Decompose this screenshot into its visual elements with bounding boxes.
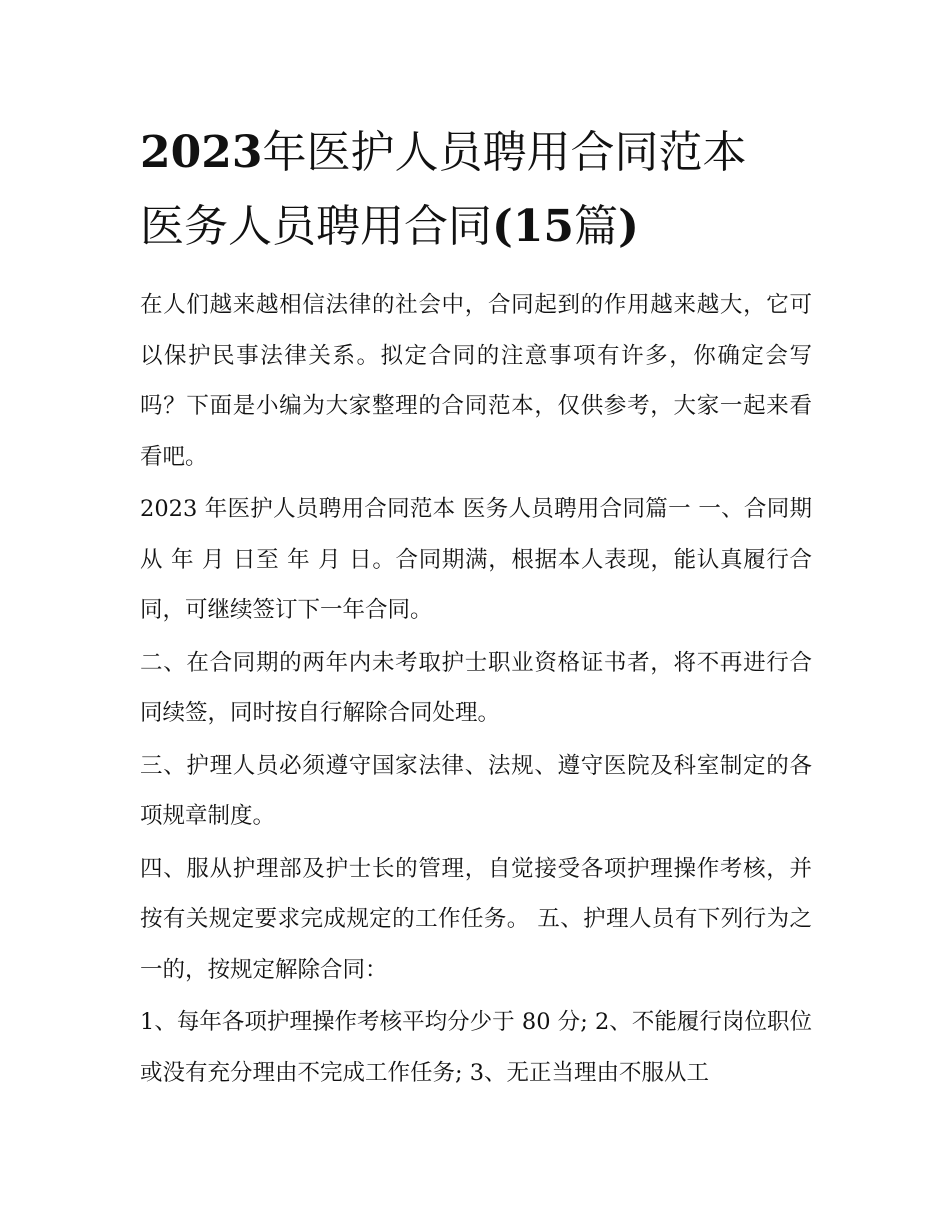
clause-1-paragraph: 2023 年医护人员聘用合同范本 医务人员聘用合同篇一 一、合同期从 年 月 日至 年 月 日。合同期满，根据本人表现，能认真履行合同，可继续签订下一年合同。	[140, 496, 812, 623]
title-count-unit: 篇	[574, 201, 619, 252]
title-line1-text: 年医护人员聘用合同范本	[262, 127, 747, 178]
intro-paragraph: 在人们越来越相信法律的社会中，合同起到的作用越来越大，它可以保护民事法律关系。拟定合同的注意事项有许多，你确定会写吗？下面是小编为大家整理的合同范本，仅供参考，大家一起来看看吧。	[140, 292, 812, 470]
clause-4-5-paragraph: 四、服从护理部及护士长的管理，自觉接受各项护理操作考核，并按有关规定要求完成规定的工作任务。 五、护理人员有下列行为之一的，按规定解除合同：	[140, 855, 812, 983]
clause-2-paragraph: 二、在合同期的两年内未考取护士职业资格证书者，将不再进行合同续签，同时按自行解除合同处理。	[140, 649, 812, 726]
title-year: 2023	[140, 127, 263, 178]
title-count: (15	[492, 201, 575, 252]
document-content	[140, 116, 812, 1100]
clause-3-paragraph: 三、护理人员必须遵守国家法律、法规、遵守医院及科室制定的各项规章制度。	[140, 752, 812, 829]
termination-items-paragraph: 1、每年各项护理操作考核平均分少于 80 分; 2、不能履行岗位职位或没有充分理由不完成工作任务; 3、无正当理由不服从工	[140, 1009, 812, 1086]
title-line2-text: 医务人员聘用合同	[140, 201, 492, 252]
title-close-paren: )	[618, 201, 639, 252]
document-title	[140, 116, 812, 264]
